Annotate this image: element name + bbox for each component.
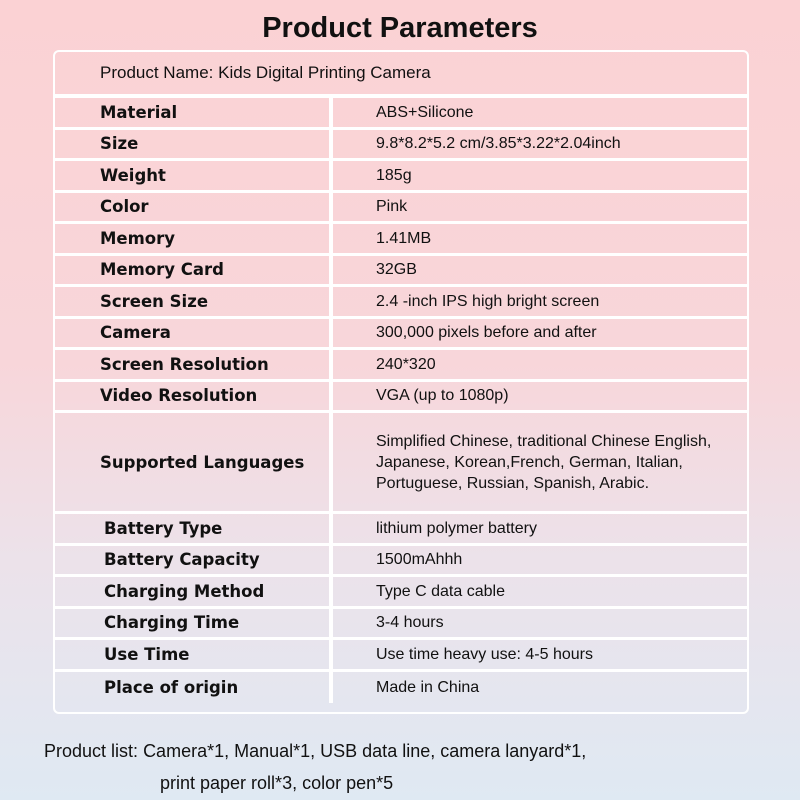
table-row	[55, 546, 747, 578]
table-row	[55, 609, 747, 641]
table-row	[55, 161, 747, 193]
param-value: 240*320	[376, 355, 436, 373]
table-row	[55, 287, 747, 319]
param-value: 32GB	[376, 261, 417, 279]
param-key: Charging Time	[55, 609, 333, 638]
product-name-label: Product Name:	[100, 63, 214, 82]
param-value: Use time heavy use: 4-5 hours	[376, 645, 593, 663]
param-value: 1.41MB	[376, 229, 432, 247]
table-row	[55, 193, 747, 225]
param-value: VGA (up to 1080p)	[376, 387, 509, 405]
table-row	[55, 256, 747, 288]
param-value: 2.4 -inch IPS high bright screen	[376, 292, 600, 310]
param-key: Place of origin	[55, 672, 333, 704]
table-row	[55, 413, 747, 514]
param-value: Type C data cable	[376, 582, 505, 600]
param-value: Pink	[376, 198, 408, 216]
param-key: Memory	[55, 224, 333, 253]
table-row	[55, 577, 747, 609]
param-key: Video Resolution	[55, 382, 333, 411]
param-value: 300,000 pixels before and after	[376, 324, 597, 342]
param-key: Weight	[55, 161, 333, 190]
param-value: 9.8*8.2*5.2 cm/3.85*3.22*2.04inch	[376, 135, 621, 153]
param-value: 185g	[376, 166, 412, 184]
param-key: Color	[55, 193, 333, 222]
param-key: Screen Size	[55, 287, 333, 316]
param-key: Camera	[55, 319, 333, 348]
product-name-row	[55, 52, 747, 98]
table-row	[55, 319, 747, 351]
product-name-value: Kids Digital Printing Camera	[218, 63, 431, 82]
parameter-rows	[55, 98, 747, 703]
param-key: Charging Method	[55, 577, 333, 606]
param-key: Use Time	[55, 640, 333, 669]
param-key: Size	[55, 130, 333, 159]
param-key: Supported Languages	[55, 413, 333, 511]
param-key: Battery Capacity	[55, 546, 333, 575]
product-list-line2: print paper roll*3, color pen*5	[160, 773, 394, 793]
table-row	[55, 224, 747, 256]
table-row	[55, 382, 747, 414]
table-row	[55, 672, 747, 704]
table-row	[55, 514, 747, 546]
table-row	[55, 98, 747, 130]
table-row	[55, 350, 747, 382]
param-key: Material	[55, 98, 333, 127]
param-value: Simplified Chinese, traditional Chinese English, Japanese, Korean,French, German, Italian, Portuguese, Russian, Spanish, Arabic.	[376, 432, 712, 492]
param-value: 1500mAhhh	[376, 551, 463, 569]
product-list-label: Product list:	[44, 741, 139, 761]
product-list-line1: Camera*1, Manual*1, USB data line, camera lanyard*1,	[143, 741, 587, 761]
page-title: Product Parameters	[262, 12, 538, 44]
param-value: ABS+Silicone	[376, 103, 474, 121]
param-key: Battery Type	[55, 514, 333, 543]
param-value: lithium polymer battery	[376, 519, 537, 537]
param-value: 3-4 hours	[376, 614, 444, 632]
param-key: Memory Card	[55, 256, 333, 285]
table-row	[55, 130, 747, 162]
param-value: Made in China	[376, 678, 480, 696]
parameters-table	[53, 50, 749, 714]
table-row	[55, 640, 747, 672]
param-key: Screen Resolution	[55, 350, 333, 379]
product-list	[44, 735, 586, 799]
